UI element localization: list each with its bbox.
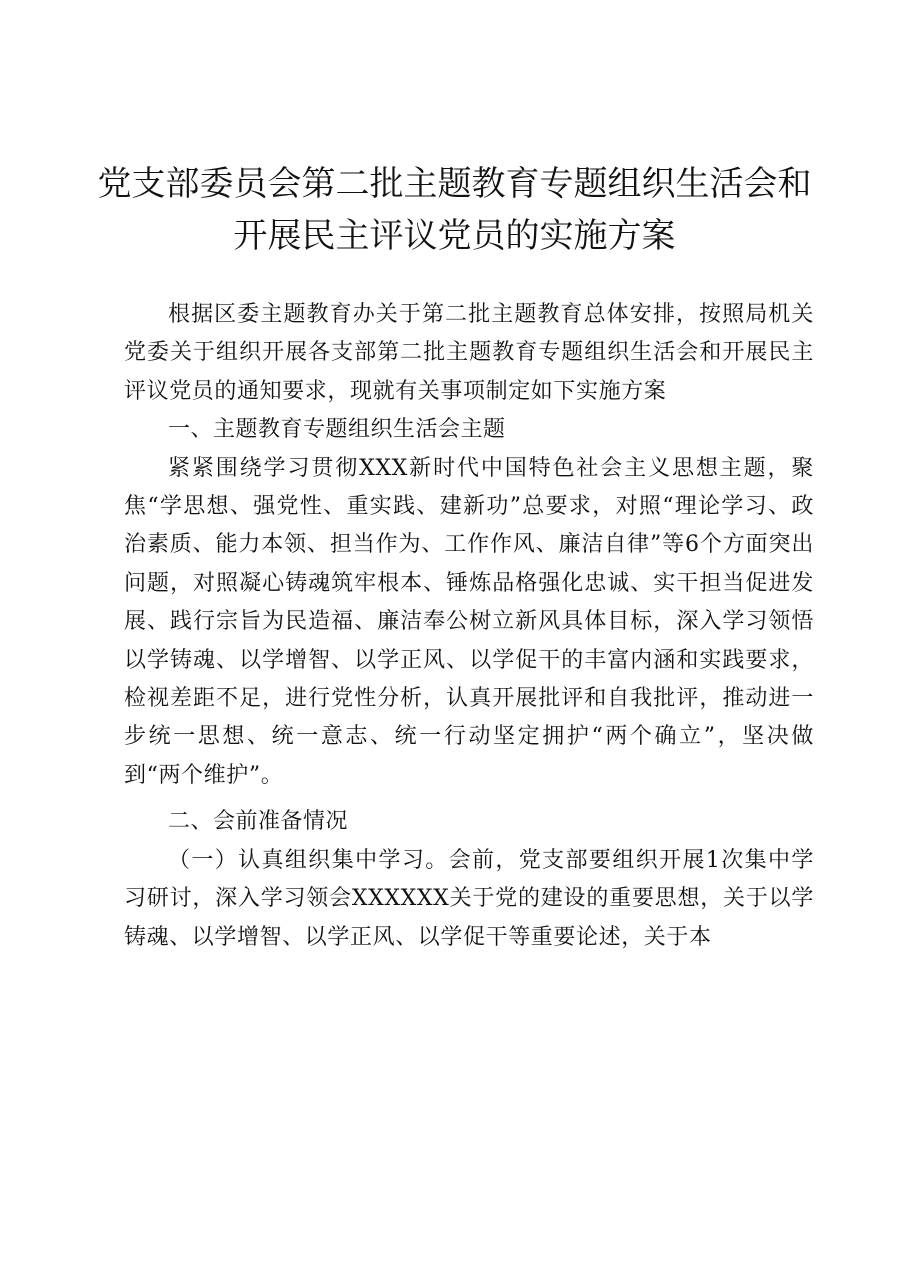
document-title (60, 158, 849, 262)
section-1-heading: 一、主题教育专题组织生活会主题 (168, 417, 506, 443)
title-line-2: 开展民主评议党员的实施方案 (233, 216, 676, 256)
section-2-heading: 二、会前准备情况 (168, 809, 349, 835)
subsection-1-lead: （一）认真组织集中学习。 (168, 847, 449, 873)
section-1-paragraph: 紧紧围绕学习贯彻XXX新时代中国特色社会主义思想主题，聚焦“学思想、强党性、重实践、建新功”总要求，对照“理论学习、政治素质、能力本领、担当作为、工作作风、廉洁自律”等6个方面突出问题，对照凝心铸魂筑牢根本、锤炼品格强化忠诚、实干担当促进发展、践行宗旨为民造福、廉洁奉公树立新风具体目标，深入学习领悟以学铸魂、以学增智、以学正风、以学促干的丰富内涵和实践要求，检视差距不足，进行党性分析，认真开展批评和自我批评，推动进一步统一思想、统一意志、统一行动坚定拥护“两个确立”，坚决做到“两个维护”。 (124, 455, 814, 788)
document-body (124, 296, 814, 957)
section-2-subsection-1-paragraph (124, 842, 814, 957)
title-line-1: 党支部委员会第二批主题教育专题组织生活会和 (97, 164, 812, 204)
intro-paragraph: 根据区委主题教育办关于第二批主题教育总体安排，按照局机关党委关于组织开展各支部第二批主题教育专题组织生活会和开展民主评议党员的通知要求，现就有关事项制定如下实施方案 (124, 302, 814, 404)
subsection-1-text: 会前，党支部要组织开展1次集中学习研讨，深入学习领会XXXXXX关于党的建设的重要思想，关于以学铸魂、以学增智、以学正风、以学促干等重要论述，关于本 (124, 847, 814, 950)
